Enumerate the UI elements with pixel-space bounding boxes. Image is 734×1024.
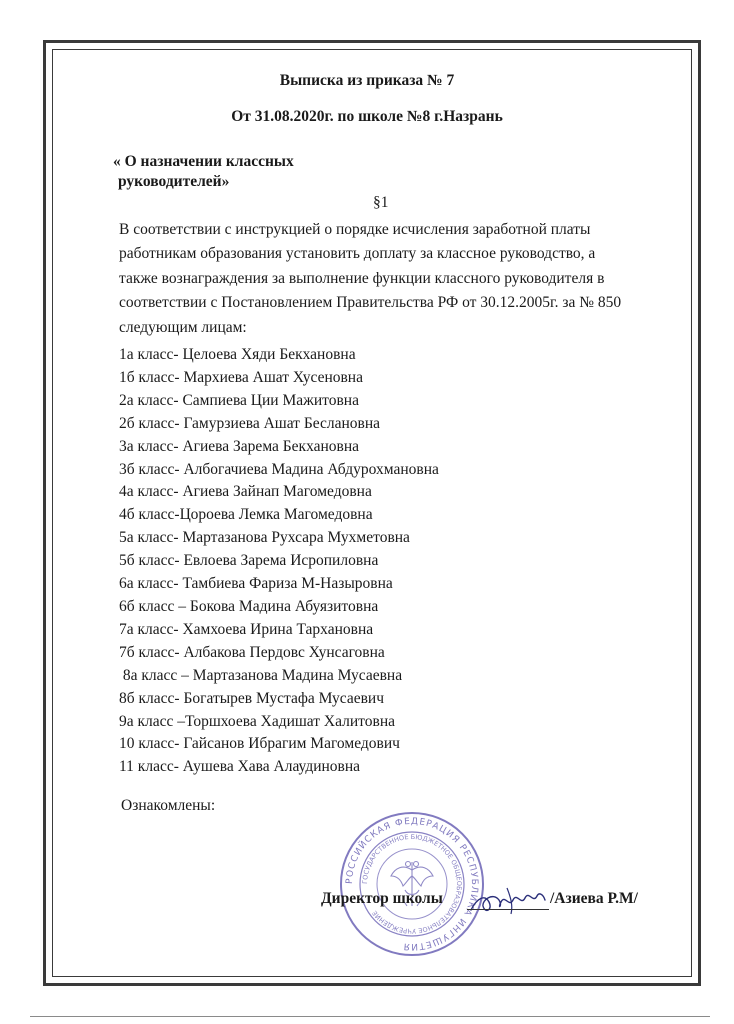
list-item: 2б класс- Гамурзиева Ашат Беслановна <box>119 414 381 432</box>
list-item: 3а класс- Агиева Зарема Бекхановна <box>119 437 360 455</box>
list-item: 5б класс- Евлоева Зарема Исропиловна <box>119 552 379 570</box>
director-label: Директор школы <box>321 890 443 907</box>
list-item: 10 класс- Гайсанов Ибрагим Магомедович <box>119 735 400 753</box>
paragraph-line: В соответствии с инструкцией о порядке исчисления заработной платы <box>119 221 591 238</box>
paragraph-line: соответствии с Постановлением Правительства РФ от 30.12.2005г. за № 850 <box>119 294 622 312</box>
list-item: 2а класс- Сампиева Ции Мажитовна <box>119 391 359 409</box>
scan-edge-line <box>30 1016 710 1017</box>
class-teacher-list <box>119 344 439 779</box>
signature-line <box>467 909 549 910</box>
director-name: /Азиева Р.М/ <box>550 890 638 907</box>
paragraph-line: работникам образования установить доплату за классное руководство, а <box>119 245 596 263</box>
list-item: 7а класс- Хамхоева Ирина Тархановна <box>119 620 374 638</box>
official-stamp <box>337 810 487 958</box>
document-subtitle: От 31.08.2020г. по школе №8 г.Назрань <box>231 108 503 125</box>
list-item: 9а класс –Торшхоева Хадишат Халитовна <box>119 712 395 730</box>
order-paragraph <box>119 218 639 340</box>
section-mark: §1 <box>373 194 389 211</box>
stamp-inner-text: ГОСУДАРСТВЕННОЕ БЮДЖЕТНОЕ ОБЩЕОБРАЗОВАТЕЛЬНОЕ УЧРЕЖДЕНИЕ <box>360 832 464 936</box>
acknowledged-label: Ознакомлены: <box>121 797 216 814</box>
list-item: 6а класс- Тамбиева Фариза М-Назыровна <box>119 575 393 593</box>
list-item: 8б класс- Богатырев Мустафа Мусаевич <box>119 689 384 707</box>
handwritten-signature <box>467 880 549 920</box>
stamp-ring-text: РОССИЙСКАЯ ФЕДЕРАЦИЯ РЕСПУБЛИКА ИНГУШЕТИЯ <box>344 816 480 952</box>
list-item: 4б класс-Цороева Лемка Магомедовна <box>119 506 373 524</box>
list-item: 4а класс- Агиева Зайнап Магомедовна <box>119 483 372 501</box>
list-item: 1б класс- Мархиева Ашат Хусеновна <box>119 368 363 386</box>
paragraph-line: следующим лицам: <box>119 318 247 336</box>
list-item: 1а класс- Целоева Хяди Бекхановна <box>119 346 356 363</box>
paragraph-line: также вознаграждения за выполнение функции классного руководителя в <box>119 269 605 287</box>
list-item: 8а класс – Мартазанова Мадина Мусаевна <box>119 666 403 684</box>
list-item: 5а класс- Мартазанова Рухсара Мухметовна <box>119 529 410 547</box>
list-item: 6б класс – Бокова Мадина Абуязитовна <box>119 597 379 615</box>
list-item: 7б класс- Албакова Пердовс Хунсаговна <box>119 643 385 661</box>
list-item: 11 класс- Аушева Хава Алаудиновна <box>119 758 361 776</box>
document-title: Выписка из приказа № 7 <box>279 72 455 89</box>
list-item: 3б класс- Албогачиева Мадина Абдурохмановна <box>119 460 439 478</box>
subject-line-1: « О назначении классных <box>113 153 294 170</box>
subject-line-2: руководителей» <box>118 173 230 190</box>
